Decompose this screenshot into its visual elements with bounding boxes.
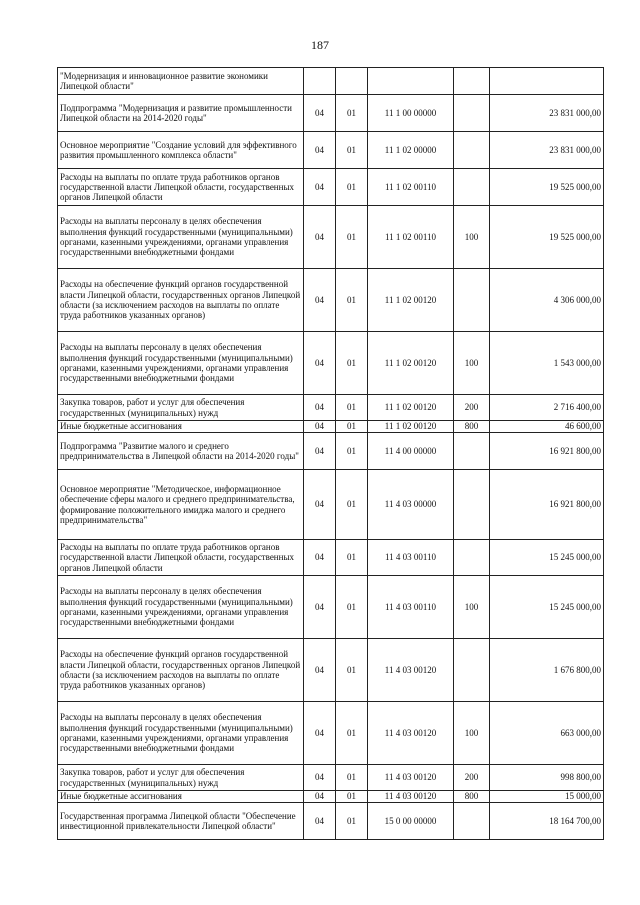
table-row <box>58 765 604 791</box>
amount-cell: 23 831 000,00 <box>490 132 604 169</box>
target-article-code-cell: 11 4 03 00120 <box>368 791 454 803</box>
expense-type-code-cell: 200 <box>454 765 490 791</box>
section-code-cell: 04 <box>304 702 336 765</box>
table-row <box>58 132 604 169</box>
amount-cell: 16 921 800,00 <box>490 470 604 540</box>
expense-type-code-cell <box>454 68 490 95</box>
table-row <box>58 68 604 95</box>
amount-cell: 19 525 000,00 <box>490 169 604 206</box>
amount-cell: 46 600,00 <box>490 421 604 433</box>
amount-cell: 4 306 000,00 <box>490 269 604 332</box>
target-article-code-cell <box>368 68 454 95</box>
subsection-code-cell: 01 <box>336 540 368 576</box>
amount-cell: 19 525 000,00 <box>490 206 604 269</box>
table-row <box>58 540 604 576</box>
subsection-code-cell: 01 <box>336 803 368 840</box>
expense-type-code-cell: 800 <box>454 421 490 433</box>
item-name-cell: Расходы на выплаты по оплате труда работников органов государственной власти Липецкой области, государственных органов Липецкой области <box>58 169 304 206</box>
section-code-cell: 04 <box>304 803 336 840</box>
table-row <box>58 395 604 421</box>
table-row <box>58 470 604 540</box>
subsection-code-cell <box>336 68 368 95</box>
item-name-cell: Расходы на выплаты персоналу в целях обеспечения выполнения функций государственными (муниципальными) органами, казенными учреждениями, органами управления государственными внебюджетными фондами <box>58 206 304 269</box>
table-body <box>58 68 604 840</box>
table-row <box>58 791 604 803</box>
subsection-code-cell: 01 <box>336 765 368 791</box>
expense-type-code-cell <box>454 269 490 332</box>
section-code-cell: 04 <box>304 791 336 803</box>
amount-cell: 18 164 700,00 <box>490 803 604 840</box>
target-article-code-cell: 11 4 03 00120 <box>368 765 454 791</box>
expense-type-code-cell <box>454 95 490 132</box>
expense-type-code-cell <box>454 540 490 576</box>
item-name-cell: Основное мероприятие "Создание условий для эффективного развития промышленного комплекса области" <box>58 132 304 169</box>
subsection-code-cell: 01 <box>336 791 368 803</box>
subsection-code-cell: 01 <box>336 269 368 332</box>
item-name-cell: "Модернизация и инновационное развитие экономики Липецкой области" <box>58 68 304 95</box>
amount-cell <box>490 68 604 95</box>
expense-type-code-cell: 200 <box>454 395 490 421</box>
expense-type-code-cell <box>454 470 490 540</box>
target-article-code-cell: 11 1 02 00110 <box>368 206 454 269</box>
item-name-cell: Иные бюджетные ассигнования <box>58 421 304 433</box>
section-code-cell: 04 <box>304 395 336 421</box>
item-name-cell: Закупка товаров, работ и услуг для обеспечения государственных (муниципальных) нужд <box>58 395 304 421</box>
table-row <box>58 576 604 639</box>
target-article-code-cell: 11 1 02 00120 <box>368 332 454 395</box>
item-name-cell: Расходы на выплаты персоналу в целях обеспечения выполнения функций государственными (муниципальными) органами, казенными учреждениями, органами управления государственными внебюджетными фондами <box>58 576 304 639</box>
amount-cell: 15 245 000,00 <box>490 540 604 576</box>
section-code-cell: 04 <box>304 269 336 332</box>
table-row <box>58 803 604 840</box>
subsection-code-cell: 01 <box>336 95 368 132</box>
amount-cell: 15 245 000,00 <box>490 576 604 639</box>
item-name-cell: Расходы на обеспечение функций органов государственной власти Липецкой области, государственных органов Липецкой области (за исключением расходов на выплаты по оплате труда работников указанных органов) <box>58 269 304 332</box>
section-code-cell: 04 <box>304 540 336 576</box>
table-row <box>58 169 604 206</box>
amount-cell: 998 800,00 <box>490 765 604 791</box>
subsection-code-cell: 01 <box>336 132 368 169</box>
subsection-code-cell: 01 <box>336 332 368 395</box>
section-code-cell: 04 <box>304 576 336 639</box>
table-row <box>58 702 604 765</box>
table-row <box>58 206 604 269</box>
section-code-cell: 04 <box>304 332 336 395</box>
subsection-code-cell: 01 <box>336 576 368 639</box>
target-article-code-cell: 11 4 03 00120 <box>368 639 454 702</box>
section-code-cell: 04 <box>304 132 336 169</box>
target-article-code-cell: 11 4 00 00000 <box>368 433 454 470</box>
amount-cell: 23 831 000,00 <box>490 95 604 132</box>
section-code-cell: 04 <box>304 433 336 470</box>
expense-type-code-cell <box>454 169 490 206</box>
section-code-cell: 04 <box>304 95 336 132</box>
subsection-code-cell: 01 <box>336 433 368 470</box>
target-article-code-cell: 11 1 02 00120 <box>368 421 454 433</box>
expense-type-code-cell: 100 <box>454 576 490 639</box>
target-article-code-cell: 11 1 00 00000 <box>368 95 454 132</box>
item-name-cell: Основное мероприятие "Методическое, информационное обеспечение сферы малого и среднего предпринимательства, формирование положительного имиджа малого и среднего предпринимательства" <box>58 470 304 540</box>
target-article-code-cell: 11 4 03 00120 <box>368 702 454 765</box>
subsection-code-cell: 01 <box>336 470 368 540</box>
table-row <box>58 433 604 470</box>
item-name-cell: Расходы на выплаты персоналу в целях обеспечения выполнения функций государственными (муниципальными) органами, казенными учреждениями, органами управления государственными внебюджетными фондами <box>58 332 304 395</box>
item-name-cell: Расходы на обеспечение функций органов государственной власти Липецкой области, государственных органов Липецкой области (за исключением расходов на выплаты по оплате труда работников указанных органов) <box>58 639 304 702</box>
section-code-cell: 04 <box>304 470 336 540</box>
item-name-cell: Подпрограмма "Развитие малого и среднего предпринимательства в Липецкой области на 2014-2020 годы" <box>58 433 304 470</box>
item-name-cell: Расходы на выплаты персоналу в целях обеспечения выполнения функций государственными (муниципальными) органами, казенными учреждениями, органами управления государственными внебюджетными фондами <box>58 702 304 765</box>
amount-cell: 15 000,00 <box>490 791 604 803</box>
section-code-cell <box>304 68 336 95</box>
expense-type-code-cell: 100 <box>454 206 490 269</box>
subsection-code-cell: 01 <box>336 169 368 206</box>
subsection-code-cell: 01 <box>336 206 368 269</box>
amount-cell: 1 676 800,00 <box>490 639 604 702</box>
expense-type-code-cell: 800 <box>454 791 490 803</box>
section-code-cell: 04 <box>304 765 336 791</box>
subsection-code-cell: 01 <box>336 395 368 421</box>
target-article-code-cell: 11 1 02 00000 <box>368 132 454 169</box>
subsection-code-cell: 01 <box>336 421 368 433</box>
item-name-cell: Подпрограмма "Модернизация и развитие промышленности Липецкой области на 2014-2020 годы" <box>58 95 304 132</box>
section-code-cell: 04 <box>304 421 336 433</box>
target-article-code-cell: 11 4 03 00000 <box>368 470 454 540</box>
amount-cell: 2 716 400,00 <box>490 395 604 421</box>
page-number: 187 <box>311 38 329 52</box>
target-article-code-cell: 11 1 02 00110 <box>368 169 454 206</box>
amount-cell: 16 921 800,00 <box>490 433 604 470</box>
expense-type-code-cell <box>454 132 490 169</box>
item-name-cell: Государственная программа Липецкой области "Обеспечение инвестиционной привлекательности Липецкой области" <box>58 803 304 840</box>
table-row <box>58 95 604 132</box>
amount-cell: 1 543 000,00 <box>490 332 604 395</box>
section-code-cell: 04 <box>304 639 336 702</box>
expense-type-code-cell <box>454 639 490 702</box>
budget-table <box>57 67 604 840</box>
expense-type-code-cell <box>454 803 490 840</box>
target-article-code-cell: 11 4 03 00110 <box>368 576 454 639</box>
table-row <box>58 332 604 395</box>
subsection-code-cell: 01 <box>336 639 368 702</box>
item-name-cell: Закупка товаров, работ и услуг для обеспечения государственных (муниципальных) нужд <box>58 765 304 791</box>
expense-type-code-cell <box>454 433 490 470</box>
expense-type-code-cell: 100 <box>454 332 490 395</box>
amount-cell: 663 000,00 <box>490 702 604 765</box>
section-code-cell: 04 <box>304 206 336 269</box>
section-code-cell: 04 <box>304 169 336 206</box>
target-article-code-cell: 15 0 00 00000 <box>368 803 454 840</box>
item-name-cell: Расходы на выплаты по оплате труда работников органов государственной власти Липецкой области, государственных органов Липецкой области <box>58 540 304 576</box>
expense-type-code-cell: 100 <box>454 702 490 765</box>
target-article-code-cell: 11 1 02 00120 <box>368 395 454 421</box>
table-row <box>58 639 604 702</box>
table-row <box>58 421 604 433</box>
item-name-cell: Иные бюджетные ассигнования <box>58 791 304 803</box>
target-article-code-cell: 11 1 02 00120 <box>368 269 454 332</box>
subsection-code-cell: 01 <box>336 702 368 765</box>
target-article-code-cell: 11 4 03 00110 <box>368 540 454 576</box>
table-row <box>58 269 604 332</box>
